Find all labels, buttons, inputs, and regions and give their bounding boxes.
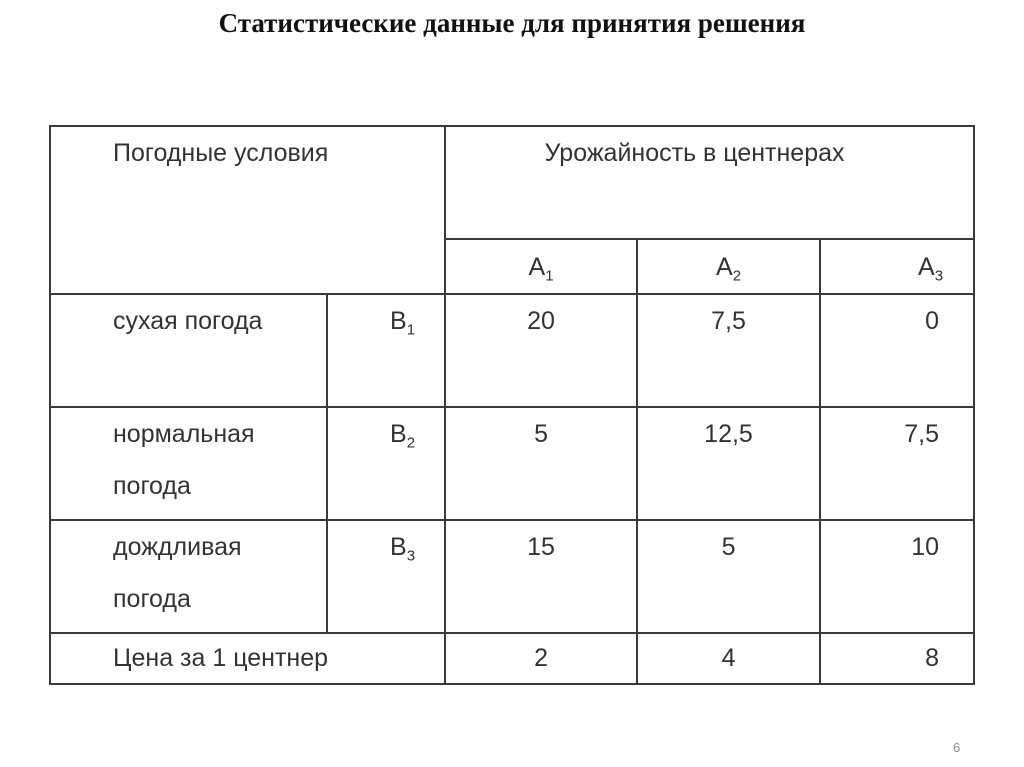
yield-table xyxy=(49,125,975,685)
value-cell: 5 xyxy=(445,407,637,520)
price-label: Цена за 1 центнер xyxy=(50,633,445,684)
table-row-price xyxy=(50,633,974,684)
value-cell: 15 xyxy=(445,520,637,633)
page-number: 6 xyxy=(953,740,961,755)
condition-code: $B_2$ xyxy=(327,407,445,520)
header-yield: Урожайность в центнерах xyxy=(445,126,974,239)
value-cell: 12,5 xyxy=(637,407,820,520)
price-cell: 8 xyxy=(820,633,974,684)
condition-label: сухая погода xyxy=(50,294,327,407)
condition-code: $B_3$ xyxy=(327,520,445,633)
slide-title: Статистические данные для принятия решения xyxy=(218,8,806,38)
table-row-dry xyxy=(50,294,974,407)
value-cell: 7,5 xyxy=(820,407,974,520)
header-alternative-3: $A_3$ xyxy=(820,239,974,294)
header-alternative-1: $A_1$ xyxy=(445,239,637,294)
table-row-rainy xyxy=(50,520,974,633)
value-cell: 0 xyxy=(820,294,974,407)
header-alternative-2: $A_2$ xyxy=(637,239,820,294)
condition-label: дождливая погода xyxy=(50,520,327,633)
price-cell: 4 xyxy=(637,633,820,684)
value-cell: 5 xyxy=(637,520,820,633)
condition-code: $B_1$ xyxy=(327,294,445,407)
value-cell: 20 xyxy=(445,294,637,407)
table-row-normal xyxy=(50,407,974,520)
value-cell: 10 xyxy=(820,520,974,633)
condition-label: нормальная погода xyxy=(50,407,327,520)
price-cell: 2 xyxy=(445,633,637,684)
value-cell: 7,5 xyxy=(637,294,820,407)
header-weather-conditions: Погодные условия xyxy=(50,126,445,294)
